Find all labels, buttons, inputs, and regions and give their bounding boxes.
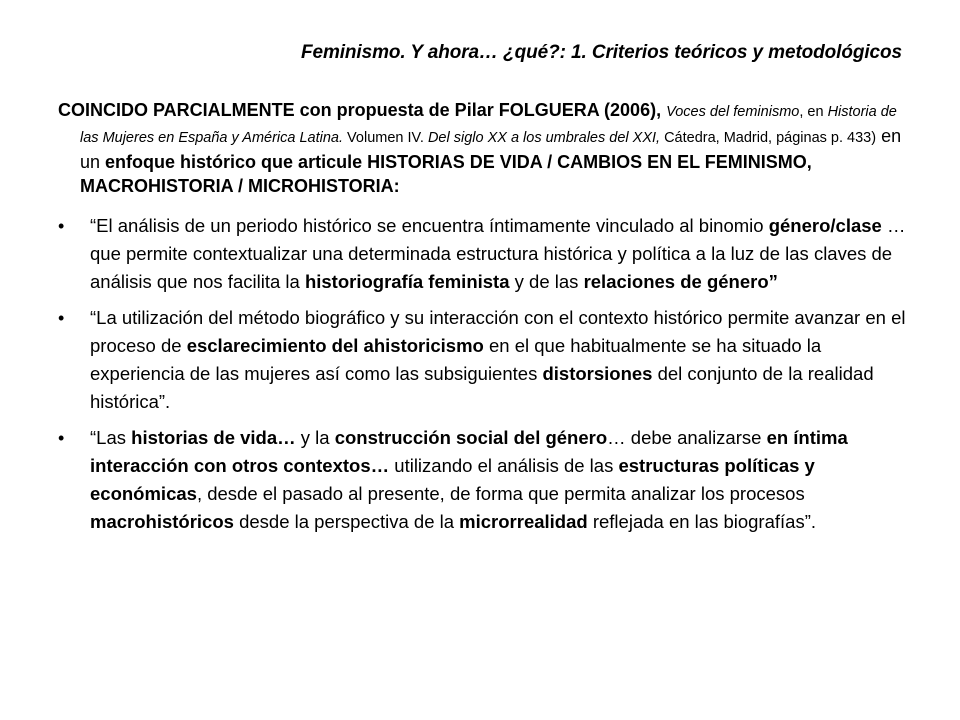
emphasis-text: historias de vida… [131,427,296,448]
ref-collection-title: Historia de las Mujeres en España y América Latina. [80,104,897,146]
emphasis-text: construcción social del género [334,427,608,448]
bullet-point-1 [58,212,908,296]
emphasis-text: esclarecimiento del ahistoricismo [186,335,484,356]
slide-title: Feminismo. Y ahora… ¿qué?: 1. Criterios teóricos y metodológicos [300,42,902,63]
ref-volume-title: Del siglo XX a los umbrales del XXI, [427,130,661,146]
slide-content [58,98,908,544]
body-text: desde la perspectiva de la [233,511,460,532]
body-text: “Las [90,427,132,448]
body-text: del conjunto de la realidad histórica”. [90,363,874,412]
emphasis-text: historiografía feminista [304,271,510,292]
ref-text-1: , en [799,104,824,120]
body-text: utilizando el análisis de las [389,455,619,476]
bullet-point-3 [58,424,908,536]
ref-volume: Volumen IV. [347,130,424,146]
body-text: y la [295,427,335,448]
emphasis-text: género/clase [768,215,882,236]
body-text: y de las [509,271,584,292]
bullet-icon: • [58,216,65,236]
bullet-icon: • [58,428,65,448]
ref-publisher: Cátedra, Madrid, páginas p. 433) [664,130,877,146]
bullet-icon: • [58,308,65,328]
intro-tail-bold: enfoque histórico que articule HISTORIAS DE VIDA / CAMBIOS EN EL FEMINISMO, MACROHISTORIA / MICROHISTORIA: [80,152,812,196]
bullet-point-2 [58,304,908,416]
body-text: “La utilización del método biográfico y su interacción con el contexto histórico permite avanzar en el proceso de [90,307,906,356]
emphasis-text: distorsiones [542,363,653,384]
intro-lead: COINCIDO PARCIALMENTE con propuesta de Pilar FOLGUERA (2006), [58,100,662,120]
emphasis-text: estructuras políticas y económicas [90,455,815,504]
emphasis-text: microrrealidad [459,511,588,532]
intro-tail-plain: en un [80,126,902,172]
emphasis-text: relaciones de género” [583,271,778,292]
emphasis-text: macrohistóricos [90,511,234,532]
body-text: … debe analizarse [607,427,767,448]
body-text: “El análisis de un periodo histórico se encuentra íntimamente vinculado al binomio [90,215,769,236]
body-text: … que permite contextualizar una determinada estructura histórica y política a la luz de las claves de análisis que nos facilita la [90,215,906,292]
ref-book-title: Voces del feminismo [666,104,800,120]
emphasis-text: en íntima interacción con otros contextos… [90,427,848,476]
bullet-list [58,212,908,536]
body-text: en el que habitualmente se ha situado la experiencia de las mujeres así como las subsiguientes [90,335,822,384]
body-text: , desde el pasado al presente, de forma que permita analizar los procesos [196,483,805,504]
intro-paragraph [58,98,908,198]
body-text: reflejada en las biografías”. [587,511,816,532]
